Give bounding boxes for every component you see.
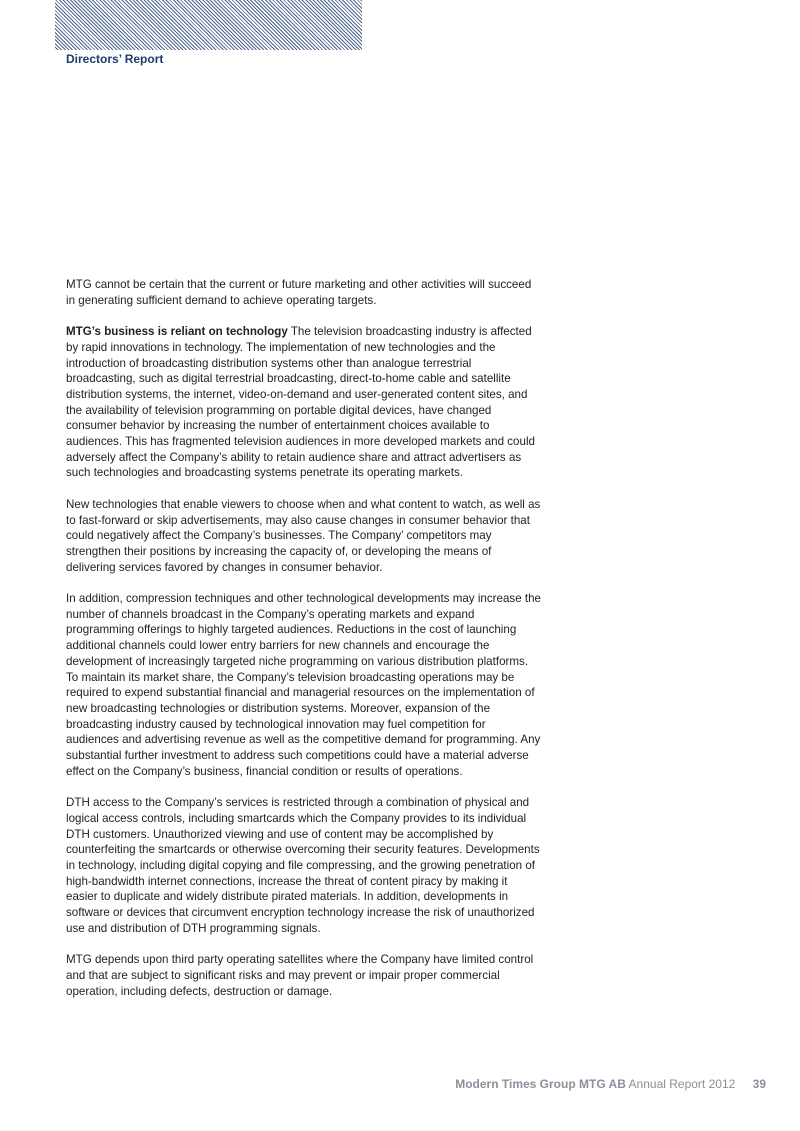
paragraph-heading: MTG’s business is reliant on technology — [66, 325, 288, 339]
paragraph — [66, 591, 541, 779]
footer-company: Modern Times Group MTG AB — [455, 1077, 626, 1091]
section-title: Directors’ Report — [66, 52, 164, 66]
paragraph-text: MTG depends upon third party operating satellites where the Company have limited control and that are subject to significant risks and may prevent or impair proper commercial operation, including defects, destruction or damage. — [66, 953, 534, 998]
paragraph-text: DTH access to the Company’s services is restricted through a combination of physical and logical access controls, including smartcards which the Company provides to its individual DTH customers. Unauthorized viewing and use of content may be accomplished by counterfeiting the smartcards or otherwise overcoming their security features. Developments in technology, including digital copying and file compressing, and the growing penetration of high-bandwidth internet connections, increase the threat of content piracy by making it easier to duplicate and widely distribute pirated materials. In addition, developments in software or devices that circumvent encryption technology increase the risk of unauthorized use and distribution of DTH programming signals. — [66, 796, 540, 935]
header-hatch-pattern — [55, 0, 362, 50]
paragraph-text: In addition, compression techniques and other technological developments may increase the number of channels broadcast in the Company’s operating markets and expand programming offerings to highly targeted audiences. Reductions in the cost of launching additional channels could lower entry barriers for new channels and encourage the development of increasingly targeted niche programming on various distribution platforms. To maintain its market share, the Company’s television broadcasting operations may be required to expend substantial financial and managerial resources on the implementation of new broadcasting technologies or distribution systems. Moreover, expansion of the broadcasting industry caused by technological innovation may fuel competition for audiences and advertising revenue as well as the competitive demand for programming. Any substantial further investment to address such competitions could have a material adverse effect on the Company’s business, financial condition or results of operations. — [66, 592, 541, 778]
paragraph-text: New technologies that enable viewers to choose when and what content to watch, as well as to fast-forward or skip advertisements, may also cause changes in consumer behavior that could negatively affect the Company’s businesses. The Company’ competitors may strengthen their positions by increasing the capacity of, or developing the means of delivering services favored by changes in consumer behavior. — [66, 497, 541, 574]
footer-report: Annual Report 2012 — [628, 1077, 736, 1091]
paragraph — [66, 324, 541, 481]
paragraph-text: The television broadcasting industry is affected by rapid innovations in technology. The implementation of new technologies and the introduction of broadcasting distribution systems other than analogue terrestrial broadcasting, such as digital terrestrial broadcasting, direct-to-home cable and satellite distribution systems, the internet, video-on-demand and user-generated content sites, and the availability of television programming on portable digital devices, have changed consumer behavior by increasing the number of entertainment choices available to audiences. This has fragmented television audiences in more developed markets and could adversely affect the Company’s ability to retain audience share and attract advertisers as such technologies and broadcasting systems penetrate its operating markets. — [66, 325, 535, 480]
paragraph — [66, 277, 541, 308]
paragraph — [66, 952, 541, 999]
paragraph — [66, 795, 541, 936]
page-footer — [455, 1077, 766, 1091]
paragraph-text: MTG cannot be certain that the current or future marketing and other activities will succeed in generating sufficient demand to achieve operating targets. — [66, 278, 532, 307]
paragraph — [66, 497, 541, 576]
page-number: 39 — [752, 1077, 766, 1091]
body-text — [66, 277, 541, 1015]
